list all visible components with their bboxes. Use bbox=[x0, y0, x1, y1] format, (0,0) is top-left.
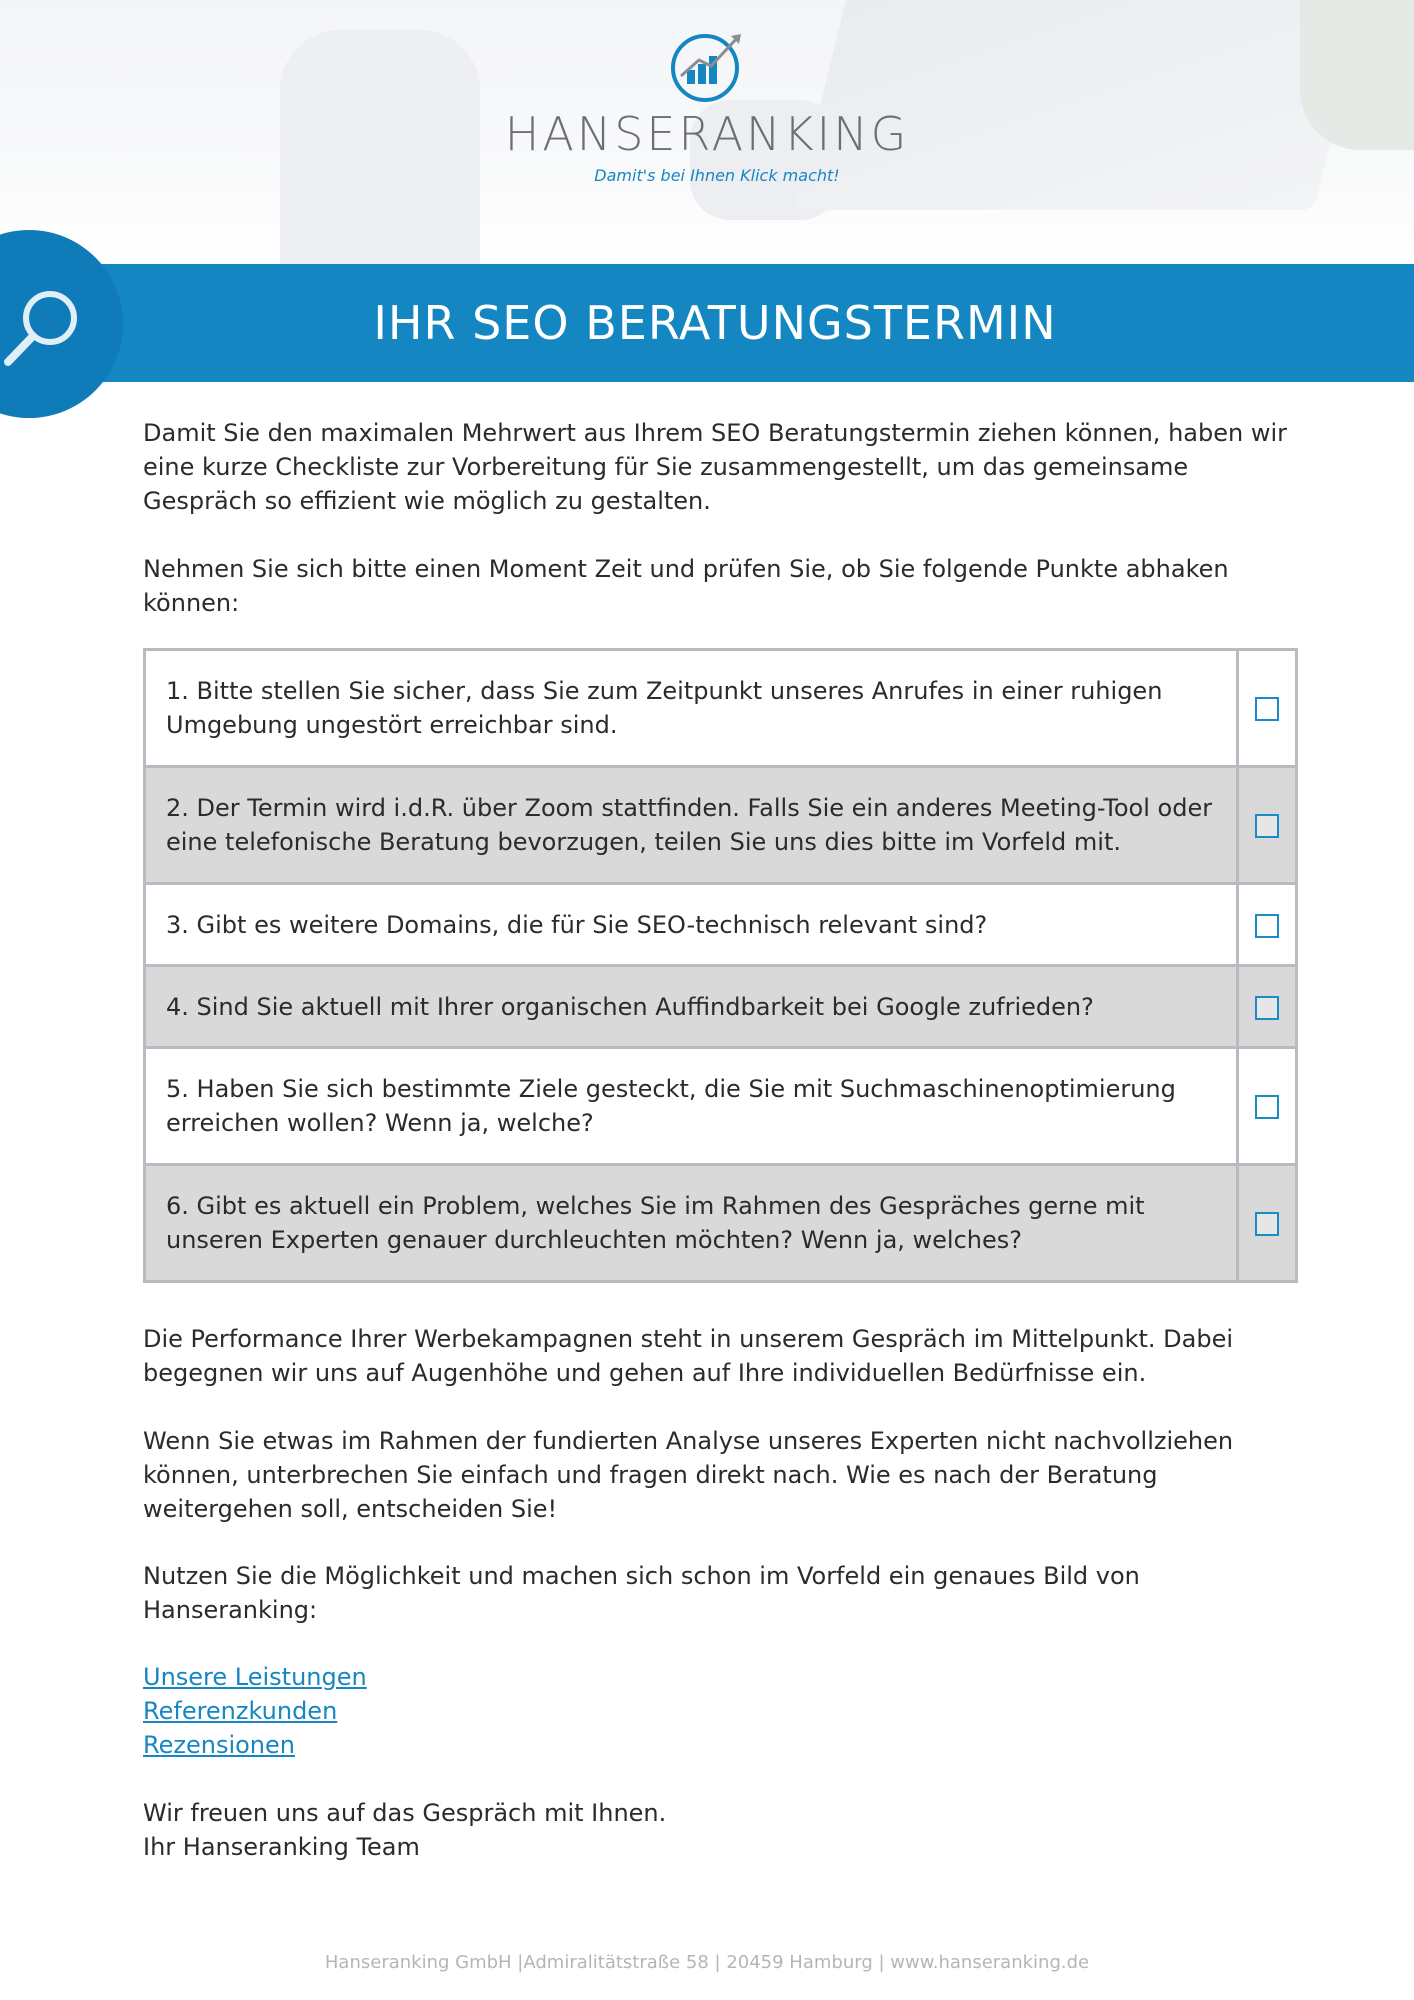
search-icon bbox=[0, 280, 90, 370]
checklist-checkbox-cell[interactable] bbox=[1238, 767, 1297, 884]
checklist-checkbox-cell[interactable] bbox=[1238, 650, 1297, 767]
opportunity-paragraph: Nutzen Sie die Möglichkeit und machen sich schon im Vorfeld ein genaues Bild von Hanseranking: bbox=[143, 1562, 1140, 1624]
closing-line: Wir freuen uns auf das Gespräch mit Ihnen. bbox=[143, 1799, 667, 1827]
checklist-checkbox-cell[interactable] bbox=[1238, 1165, 1297, 1282]
link-unsere-leistungen[interactable]: Unsere Leistungen bbox=[143, 1663, 367, 1691]
signature-line: Ihr Hanseranking Team bbox=[143, 1833, 420, 1861]
intro-paragraph: Damit Sie den maximalen Mehrwert aus Ihrem SEO Beratungstermin ziehen können, haben wir eine kurze Checkliste zur Vorbereitung für Sie zusammengestellt, um das gemeinsame Gespräch so effizient wie möglich zu gestalten. bbox=[143, 419, 1287, 515]
checklist-question: 1. Bitte stellen Sie sicher, dass Sie zum Zeitpunkt unseres Anrufes in einer ruhigen Umgebung ungestört erreichbar sind. bbox=[145, 650, 1238, 767]
checklist-row bbox=[145, 884, 1297, 966]
closing bbox=[143, 1796, 1298, 1864]
footer: Hanseranking GmbH |Admiralitätstraße 58 | 20459 Hamburg | www.hanseranking.de bbox=[324, 1952, 1090, 1973]
link-referenzkunden[interactable]: Referenzkunden bbox=[143, 1697, 338, 1725]
checklist-checkbox-cell[interactable] bbox=[1238, 1048, 1297, 1165]
brand-name: HANSERANKING bbox=[504, 107, 910, 161]
checklist-question: 2. Der Termin wird i.d.R. über Zoom stattfinden. Falls Sie ein anderes Meeting-Tool oder eine telefonische Beratung bevorzugen, teilen Sie uns dies bitte im Vorfeld mit. bbox=[145, 767, 1238, 884]
checklist-question: 6. Gibt es aktuell ein Problem, welches Sie im Rahmen des Gespräches gerne mit unseren Experten genauer durchleuchten möchten? Wenn ja, welches? bbox=[145, 1165, 1238, 1282]
logo bbox=[0, 24, 1414, 185]
checklist-row bbox=[145, 650, 1297, 767]
instruction-paragraph: Nehmen Sie sich bitte einen Moment Zeit und prüfen Sie, ob Sie folgende Punkte abhaken können: bbox=[143, 555, 1229, 617]
checkbox[interactable] bbox=[1255, 914, 1279, 938]
title-banner bbox=[0, 264, 1414, 382]
checkbox[interactable] bbox=[1255, 1212, 1279, 1236]
checklist-question: 3. Gibt es weitere Domains, die für Sie SEO-technisch relevant sind? bbox=[145, 884, 1238, 966]
checkbox[interactable] bbox=[1255, 1095, 1279, 1119]
links-list bbox=[143, 1660, 1298, 1762]
checkbox[interactable] bbox=[1255, 814, 1279, 838]
logo-chart-icon bbox=[665, 24, 749, 108]
analysis-paragraph: Wenn Sie etwas im Rahmen der fundierten Analyse unseres Experten nicht nachvollziehen können, unterbrechen Sie einfach und fragen direkt nach. Wie es nach der Beratung weitergehen soll, entscheiden Sie! bbox=[143, 1427, 1234, 1523]
checklist-checkbox-cell[interactable] bbox=[1238, 966, 1297, 1048]
checklist-table bbox=[143, 648, 1298, 1283]
checklist-question: 5. Haben Sie sich bestimmte Ziele gesteckt, die Sie mit Suchmaschinenoptimierung erreichen wollen? Wenn ja, welche? bbox=[145, 1048, 1238, 1165]
checklist-row bbox=[145, 1165, 1297, 1282]
link-rezensionen[interactable]: Rezensionen bbox=[143, 1731, 295, 1759]
checkbox[interactable] bbox=[1255, 697, 1279, 721]
performance-paragraph: Die Performance Ihrer Werbekampagnen steht in unserem Gespräch im Mittelpunkt. Dabei begegnen wir uns auf Augenhöhe und gehen auf Ihre individuellen Bedürfnisse ein. bbox=[143, 1325, 1233, 1387]
checklist-row bbox=[145, 1048, 1297, 1165]
page-title: IHR SEO BERATUNGSTERMIN bbox=[373, 296, 1057, 350]
checklist-question: 4. Sind Sie aktuell mit Ihrer organischen Auffindbarkeit bei Google zufrieden? bbox=[145, 966, 1238, 1048]
tagline: Damit's bei Ihnen Klick macht! bbox=[594, 166, 840, 185]
checklist-row bbox=[145, 966, 1297, 1048]
checklist-row bbox=[145, 767, 1297, 884]
checklist-checkbox-cell[interactable] bbox=[1238, 884, 1297, 966]
checkbox[interactable] bbox=[1255, 996, 1279, 1020]
